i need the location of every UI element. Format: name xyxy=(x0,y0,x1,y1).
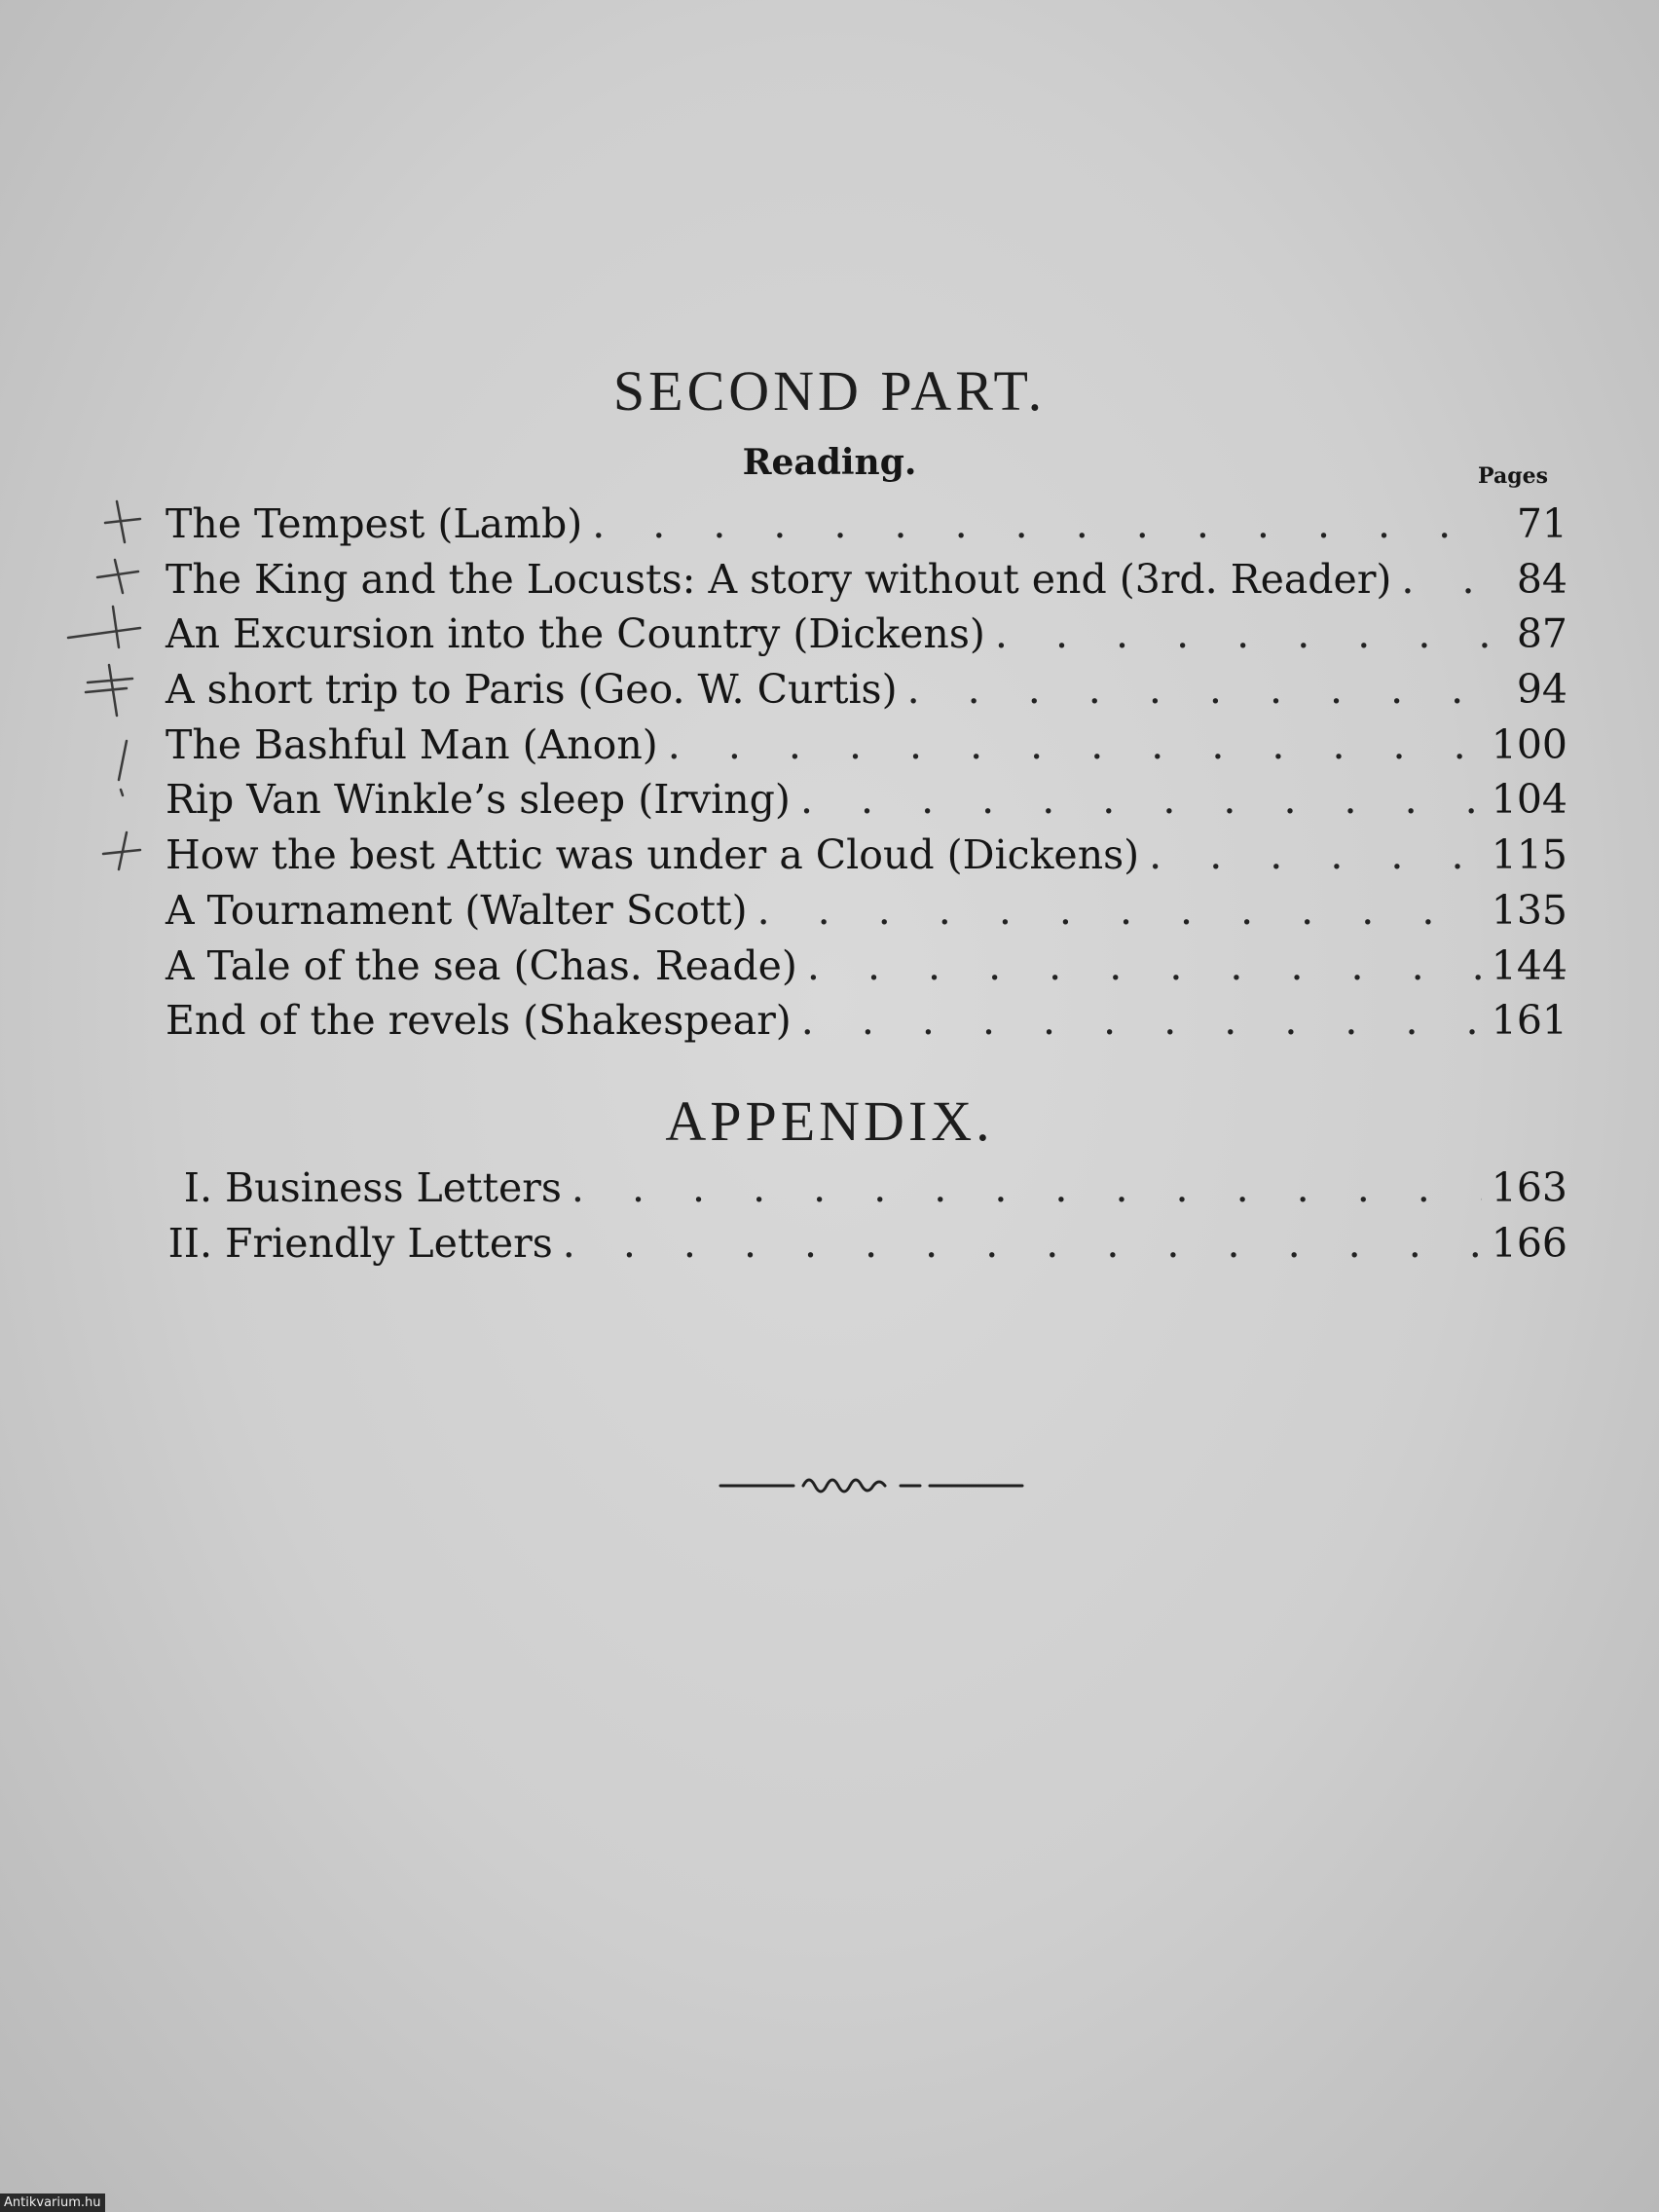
toc-entry[interactable] xyxy=(166,552,1567,608)
entry-roman-numeral: II. xyxy=(167,1219,212,1267)
dot-leader xyxy=(801,993,1482,1049)
dot-leader xyxy=(807,939,1482,994)
dot-leader xyxy=(907,662,1490,718)
toc-entry[interactable] xyxy=(166,772,1567,828)
entry-title: How the best Attic was under a Cloud (Dickens) xyxy=(166,831,1140,879)
entry-title-text: Friendly Letters xyxy=(225,1219,553,1267)
entry-title: The Bashful Man (Anon) xyxy=(166,720,658,768)
pages-column-label: Pages xyxy=(1478,463,1548,489)
dot-leader xyxy=(592,497,1490,552)
entry-page-number: 104 xyxy=(1491,776,1567,824)
handwritten-marks xyxy=(58,492,166,901)
entry-title: Rip Van Winkle’s sleep (Irving) xyxy=(166,776,791,824)
toc-entry[interactable] xyxy=(166,828,1567,883)
entry-title: End of the revels (Shakespear) xyxy=(166,997,792,1045)
section-heading-appendix: APPENDIX. xyxy=(665,1089,994,1153)
toc-entry[interactable] xyxy=(166,993,1567,1049)
dot-leader xyxy=(1149,828,1482,883)
entry-title xyxy=(166,1161,562,1216)
entry-title xyxy=(166,1216,553,1272)
entry-roman-numeral: I. xyxy=(183,1164,212,1211)
entry-page-number: 71 xyxy=(1516,500,1567,547)
dot-leader xyxy=(757,883,1482,939)
appendix-contents-list xyxy=(166,1161,1567,1271)
toc-entry[interactable] xyxy=(166,883,1567,939)
dot-leader xyxy=(668,718,1482,773)
section-heading-second-part: SECOND PART. xyxy=(612,359,1047,423)
entry-page-number: 84 xyxy=(1516,555,1567,603)
reading-contents-list xyxy=(166,497,1567,1049)
entry-title-text: Business Letters xyxy=(225,1164,562,1211)
watermark: Antikvarium.hu xyxy=(0,2194,105,2212)
entry-page-number: 115 xyxy=(1491,831,1567,879)
subheading-reading: Reading. xyxy=(742,442,917,483)
entry-title: A Tournament (Walter Scott) xyxy=(166,886,748,934)
toc-entry[interactable] xyxy=(166,718,1567,773)
dot-leader xyxy=(563,1216,1482,1272)
toc-entry[interactable] xyxy=(166,607,1567,662)
dot-leader xyxy=(571,1161,1482,1216)
entry-page-number: 100 xyxy=(1491,720,1567,768)
entry-title: The Tempest (Lamb) xyxy=(166,500,583,547)
toc-entry[interactable] xyxy=(166,497,1567,552)
entry-page-number: 161 xyxy=(1491,997,1567,1045)
entry-page-number: 135 xyxy=(1491,886,1567,934)
toc-entry[interactable] xyxy=(166,939,1567,994)
toc-entry[interactable] xyxy=(166,1216,1567,1272)
dot-leader xyxy=(800,772,1482,828)
dot-leader xyxy=(1401,552,1490,608)
entry-page-number: 166 xyxy=(1491,1219,1567,1267)
entry-page-number: 87 xyxy=(1516,610,1567,658)
entry-title: An Excursion into the Country (Dickens) xyxy=(166,610,985,658)
entry-title: A Tale of the sea (Chas. Reade) xyxy=(166,941,797,989)
dot-leader xyxy=(995,607,1490,662)
entry-page-number: 94 xyxy=(1516,666,1567,714)
toc-entry[interactable] xyxy=(166,1161,1567,1216)
entry-title: The King and the Locusts: A story without end (3rd. Reader) xyxy=(166,555,1392,603)
entry-page-number: 144 xyxy=(1491,941,1567,989)
toc-entry[interactable] xyxy=(166,662,1567,718)
decorative-divider xyxy=(716,1466,1027,1505)
entry-title: A short trip to Paris (Geo. W. Curtis) xyxy=(166,666,898,714)
entry-page-number: 163 xyxy=(1491,1164,1567,1211)
